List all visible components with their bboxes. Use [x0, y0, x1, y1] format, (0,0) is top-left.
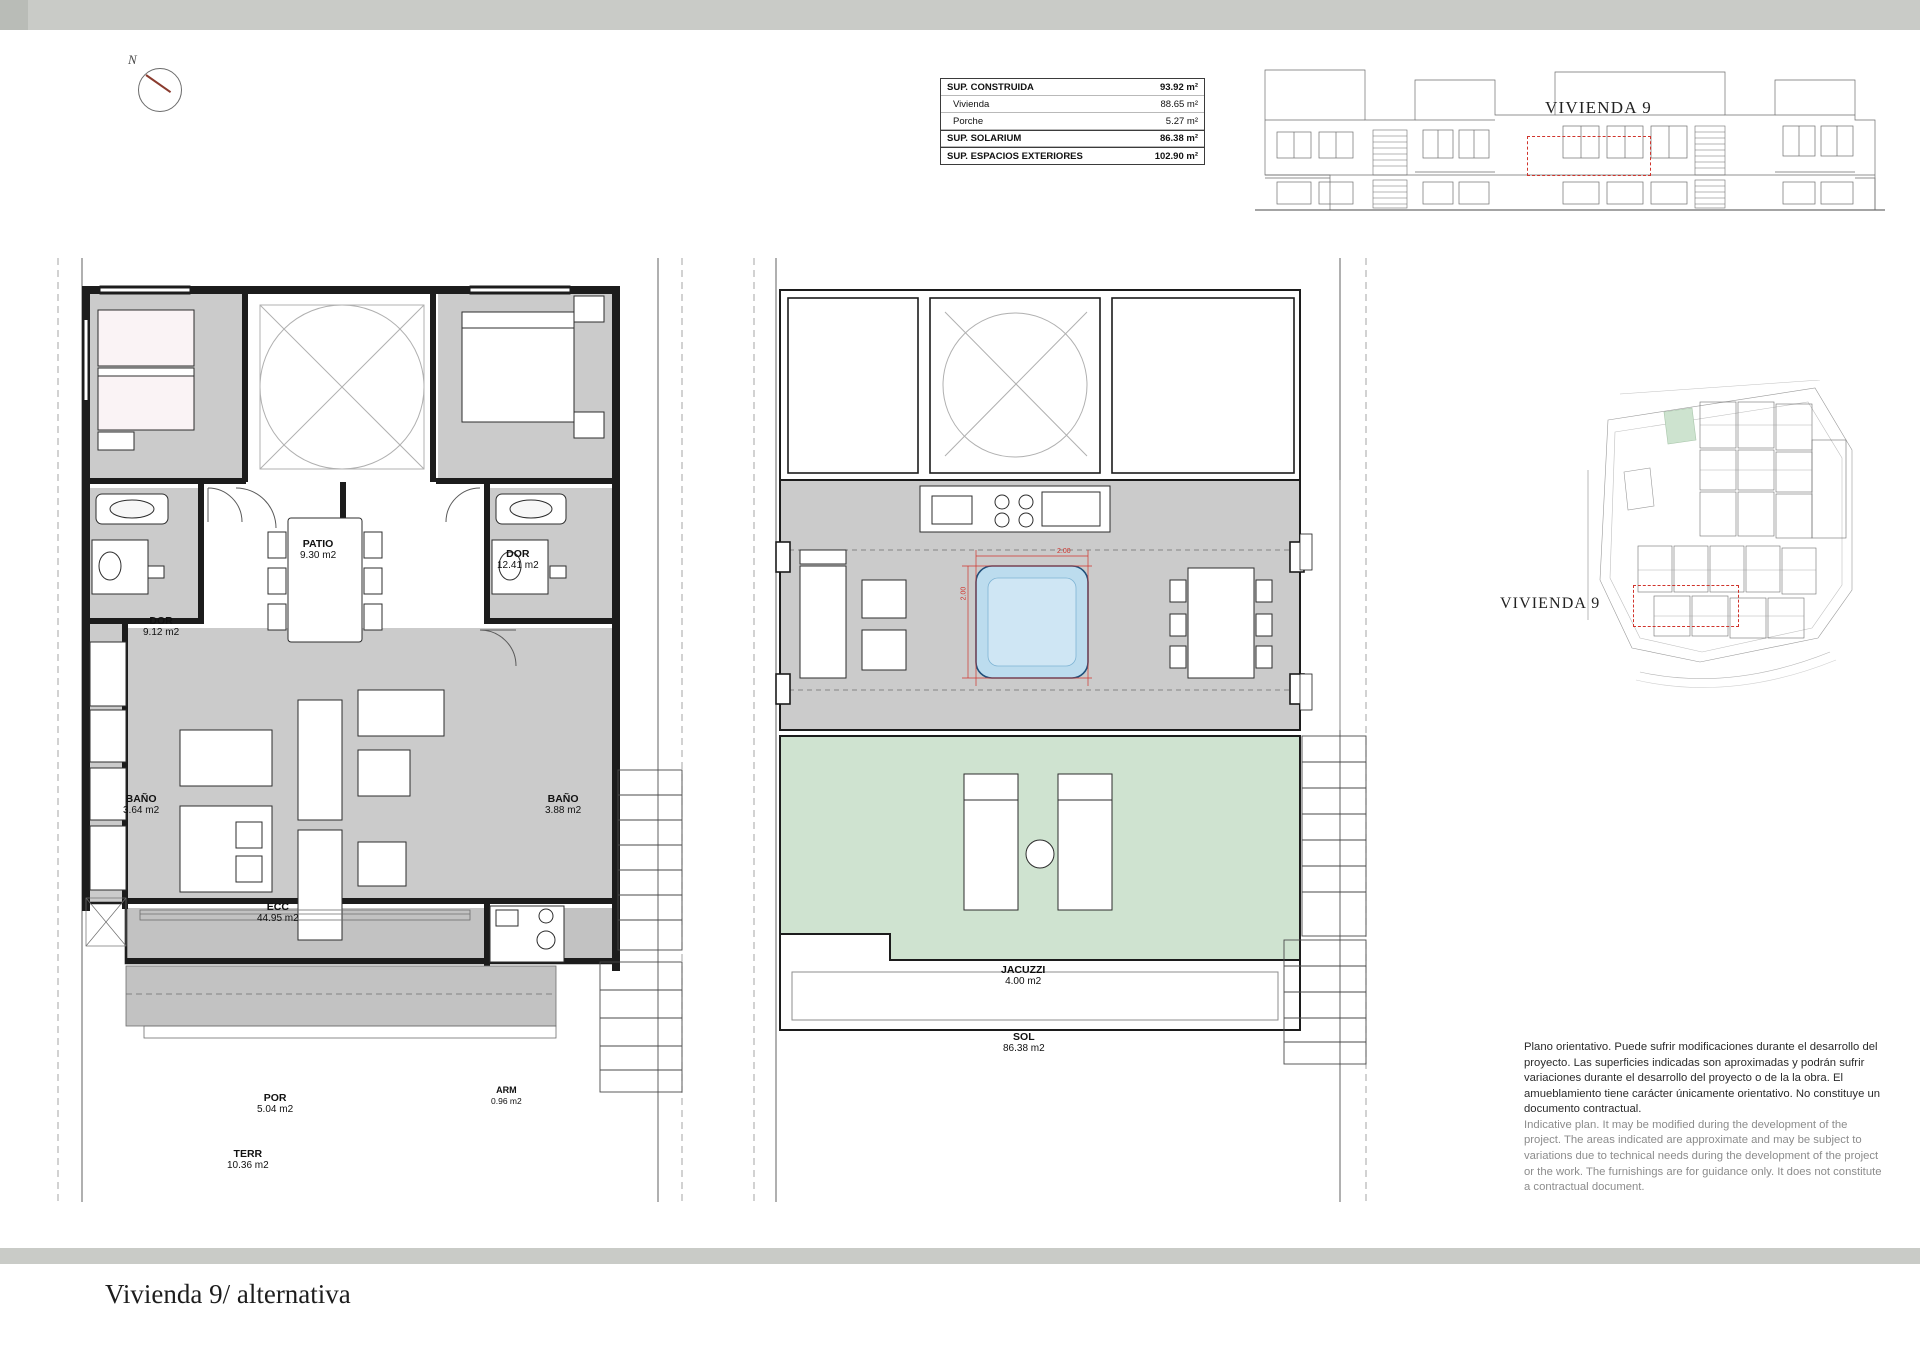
room-label-patio: PATIO 9.30 m2 — [300, 538, 337, 562]
table-row — [941, 147, 1204, 164]
room-label-bano-left: BAÑO 3.64 m2 — [123, 793, 160, 817]
row-label: SUP. ESPACIOS EXTERIORES — [947, 150, 1083, 162]
row-value: 93.92 m² — [1159, 81, 1198, 93]
jacuzzi-height-dimension: 2.00 — [960, 586, 968, 601]
page-bottom-band — [0, 1248, 1920, 1264]
site-plan-unit-label: VIVIENDA 9 — [1500, 595, 1601, 612]
disclaimer-spanish: Plano orientativo. Puede sufrir modificaciones durante el desarrollo del proyecto. Las superficies indicadas son aproximadas y podrán sufrir variaciones durante el desarrollo del proyecto o de la la obra. El amueblamiento tiene carácter únicamente orientativo. No constituye un documento contractual. — [1524, 1041, 1881, 1116]
ground-floor-plan — [40, 250, 700, 1210]
page-title: Vivienda 9/ alternativa — [105, 1279, 351, 1309]
row-value: 86.38 m² — [1159, 133, 1198, 144]
room-label-ecc: ECC 44.95 m2 — [257, 901, 299, 925]
room-label-por: POR 5.04 m2 — [257, 1092, 294, 1116]
row-value: 5.27 m² — [1165, 115, 1198, 127]
room-label-jacuzzi: JACUZZI 4.00 m2 — [1001, 964, 1046, 988]
row-value: 88.65 m² — [1160, 98, 1198, 110]
table-row — [941, 96, 1204, 113]
row-label: Vivienda — [953, 98, 990, 110]
disclaimer-english: Indicative plan. It may be modified during the development of the project. The areas indicated are approximate and may be subject to variations due to technical needs during the development of the project or the work. The furnishings are for guidance only. It does not constitute a contractual document. — [1524, 1118, 1882, 1194]
elevation-unit-highlight — [1527, 136, 1651, 176]
north-compass-icon — [120, 50, 190, 120]
row-value: 102.90 m² — [1154, 150, 1198, 162]
row-label: SUP. CONSTRUIDA — [947, 81, 1034, 93]
row-label: SUP. SOLARIUM — [947, 133, 1022, 144]
elevation-unit-label: VIVIENDA 9 — [1545, 98, 1652, 117]
page-corner-band — [0, 0, 28, 30]
room-label-arm: ARM 0.96 m2 — [491, 1085, 522, 1106]
site-plan-drawing — [1580, 380, 1880, 710]
room-label-terr: TERR 10.36 m2 — [227, 1148, 269, 1172]
page-top-band — [0, 0, 1920, 30]
surface-area-table — [940, 78, 1205, 165]
room-label-sol: SOL 86.38 m2 — [1003, 1031, 1045, 1055]
site-plan-unit-highlight — [1633, 585, 1739, 627]
table-row — [941, 113, 1204, 130]
row-label: Porche — [953, 115, 984, 127]
table-row — [941, 79, 1204, 96]
solarium-floor-plan — [740, 250, 1380, 1210]
room-label-bano-right: BAÑO 3.88 m2 — [545, 793, 582, 817]
disclaimer-text — [1524, 1040, 1882, 1196]
jacuzzi-width-dimension: 2.00 — [1057, 548, 1071, 555]
room-label-dor-right: DOR 12.41 m2 — [497, 548, 539, 572]
room-label-dor-left: DOR 9.12 m2 — [143, 615, 180, 639]
table-row — [941, 130, 1204, 147]
compass-north-label: N — [128, 52, 137, 67]
